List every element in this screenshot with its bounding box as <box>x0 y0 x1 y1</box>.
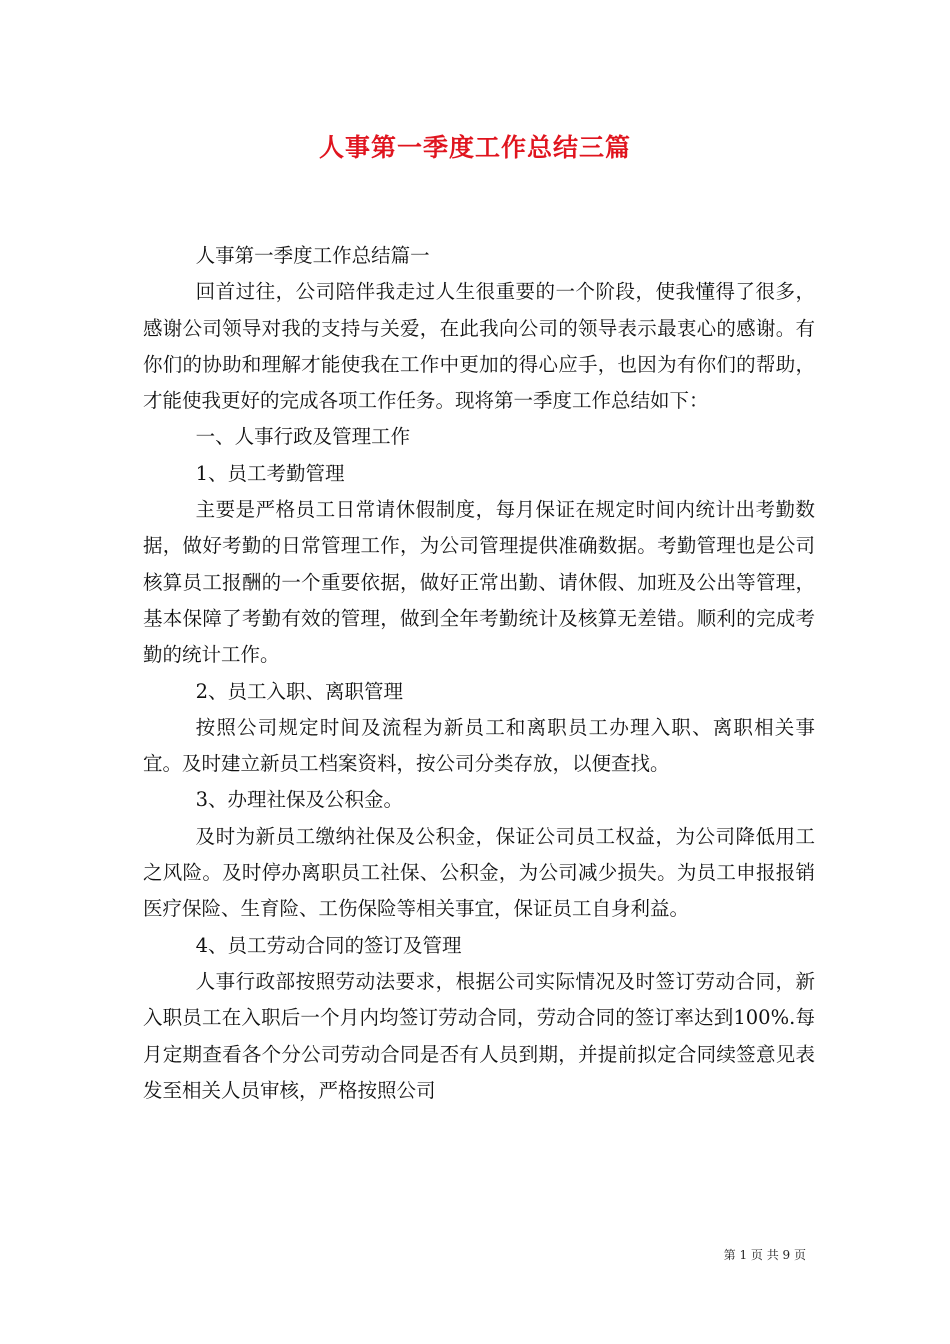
intro-paragraph: 回首过往，公司陪伴我走过人生很重要的一个阶段，使我懂得了很多，感谢公司领导对我的支持与关爱，在此我向公司的领导表示最衷心的感谢。有你们的协助和理解才能使我在工作中更加的得心应手，也因为有你们的帮助，才能使我更好的完成各项工作任务。现将第一季度工作总结如下： <box>143 280 815 413</box>
body-paragraph: 人事行政部按照劳动法要求，根据公司实际情况及时签订劳动合同，新入职员工在入职后一个月内均签订劳动合同，劳动合同的签订率达到100%.每月定期查看各个分公司劳动合同是否有人员到期，并提前拟定合同续签意见表发至相关人员审核，严格按照公司 <box>143 969 815 1102</box>
document-title: 人事第一季度工作总结三篇 <box>318 133 631 162</box>
subsection-heading: 3、办理社保及公积金。 <box>195 788 404 812</box>
body-paragraph: 主要是严格员工日常请休假制度，每月保证在规定时间内统计出考勤数据，做好考勤的日常管理工作，为公司管理提供准确数据。考勤管理也是公司核算员工报酬的一个重要依据，做好正常出勤、请休假、加班及公出等管理，基本保障了考勤有效的管理，做到全年考勤统计及核算无差错。顺利的完成考勤的统计工作。 <box>143 498 815 667</box>
document-body <box>143 238 815 1109</box>
body-paragraph: 及时为新员工缴纳社保及公积金，保证公司员工权益，为公司降低用工之风险。及时停办离职员工社保、公积金，为公司减少损失。为员工申报报销医疗保险、生育险、工伤保险等相关事宜，保证员工自身利益。 <box>143 824 815 921</box>
subsection-heading: 2、员工入职、离职管理 <box>195 679 404 703</box>
body-paragraph: 按照公司规定时间及流程为新员工和离职员工办理入职、离职相关事宜。及时建立新员工档案资料，按公司分类存放，以便查找。 <box>143 715 815 776</box>
section-heading: 一、人事行政及管理工作 <box>195 425 411 449</box>
subsection-heading: 4、员工劳动合同的签订及管理 <box>195 933 462 957</box>
section-heading: 人事第一季度工作总结篇一 <box>195 244 430 267</box>
page-number: 第 1 页 共 9 页 <box>723 1248 806 1262</box>
subsection-heading: 1、员工考勤管理 <box>195 461 345 485</box>
